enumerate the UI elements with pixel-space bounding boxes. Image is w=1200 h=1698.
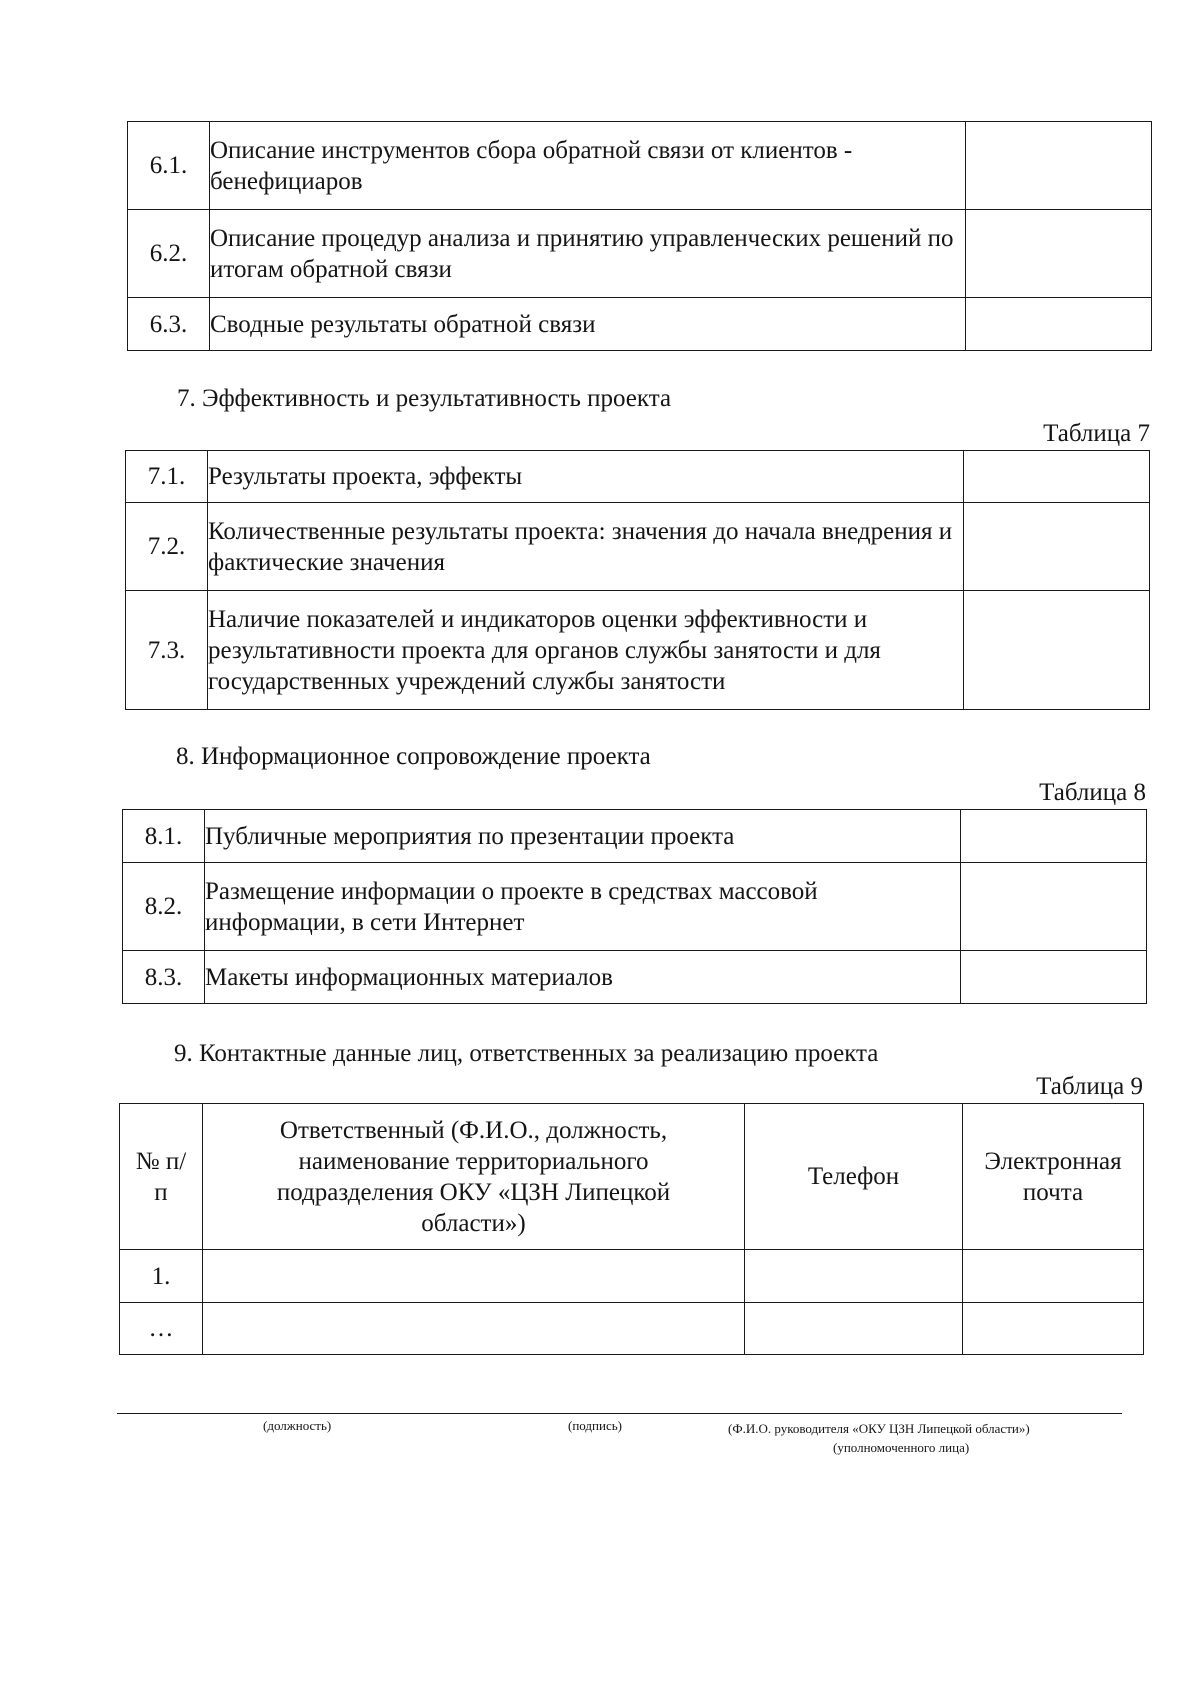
table-row [126, 451, 1150, 503]
value-cell [961, 863, 1147, 951]
row-number: 8.1. [123, 810, 205, 863]
row-number: 7.3. [126, 591, 208, 710]
header-email: Электронная почта [963, 1104, 1144, 1250]
header-phone: Телефон [745, 1104, 963, 1250]
table-header-row [120, 1104, 1144, 1250]
row-number: 6.3. [128, 298, 210, 351]
row-number: 8.3. [123, 951, 205, 1004]
row-number: 7.1. [126, 451, 208, 503]
section-9-heading: 9. Контактные данные лиц, ответственных за реализацию проекта [174, 1040, 879, 1067]
value-cell [961, 810, 1147, 863]
table-row [128, 122, 1152, 210]
signature-name-label: (Ф.И.О. руководителя «ОКУ ЦЗН Липецкой области») [728, 1421, 1030, 1436]
signature-position-label: (должность) [263, 1418, 332, 1433]
value-cell [961, 951, 1147, 1004]
row-number: 6.1. [128, 122, 210, 210]
row-text: Описание инструментов сбора обратной связи от клиентов - бенефициаров [210, 122, 966, 210]
row-number: 6.2. [128, 210, 210, 298]
row-number: 7.2. [126, 503, 208, 591]
row-text: Публичные мероприятия по презентации проекта [205, 810, 961, 863]
responsible-cell [203, 1250, 745, 1303]
row-text: Описание процедур анализа и принятию управленческих решений по итогам обратной связи [210, 210, 966, 298]
signature-sign-label: (подпись) [568, 1418, 622, 1433]
row-number: … [120, 1303, 203, 1355]
table-7 [125, 450, 1150, 710]
table-row [126, 503, 1150, 591]
section-7-heading: 7. Эффективность и результативность проекта [177, 385, 672, 412]
table-row [120, 1250, 1144, 1303]
signature-line [117, 1413, 1122, 1414]
row-number: 8.2. [123, 863, 205, 951]
table-9-caption: Таблица 9 [1036, 1073, 1143, 1100]
table-6 [127, 121, 1152, 351]
phone-cell [745, 1303, 963, 1355]
value-cell [964, 451, 1150, 503]
signature-authorized-label: (уполномоченного лица) [833, 1440, 970, 1455]
table-row [120, 1303, 1144, 1355]
value-cell [964, 503, 1150, 591]
table-row [126, 591, 1150, 710]
header-responsible: Ответственный (Ф.И.О., должность, наименование территориального подразделения ОКУ «ЦЗН Липецкой области») [203, 1104, 745, 1250]
phone-cell [745, 1250, 963, 1303]
row-text: Результаты проекта, эффекты [208, 451, 964, 503]
responsible-cell [203, 1303, 745, 1355]
value-cell [966, 298, 1152, 351]
value-cell [966, 122, 1152, 210]
row-text: Сводные результаты обратной связи [210, 298, 966, 351]
row-text: Количественные результаты проекта: значения до начала внедрения и фактические значения [208, 503, 964, 591]
email-cell [963, 1250, 1144, 1303]
row-text: Наличие показателей и индикаторов оценки эффективности и результативности проекта для органов службы занятости и для государственных учреждений службы занятости [208, 591, 964, 710]
table-8-caption: Таблица 8 [1039, 779, 1146, 806]
row-text: Макеты информационных материалов [205, 951, 961, 1004]
table-row [128, 210, 1152, 298]
table-row [123, 810, 1147, 863]
row-number: 1. [120, 1250, 203, 1303]
value-cell [964, 591, 1150, 710]
value-cell [966, 210, 1152, 298]
row-text: Размещение информации о проекте в средствах массовой информации, в сети Интернет [205, 863, 961, 951]
table-row [123, 863, 1147, 951]
table-9 [119, 1103, 1144, 1355]
table-row [123, 951, 1147, 1004]
table-8 [122, 809, 1147, 1004]
section-8-heading: 8. Информационное сопровождение проекта [176, 743, 651, 770]
table-7-caption: Таблица 7 [1043, 420, 1150, 447]
table-row [128, 298, 1152, 351]
header-number: № п/п [120, 1104, 203, 1250]
email-cell [963, 1303, 1144, 1355]
